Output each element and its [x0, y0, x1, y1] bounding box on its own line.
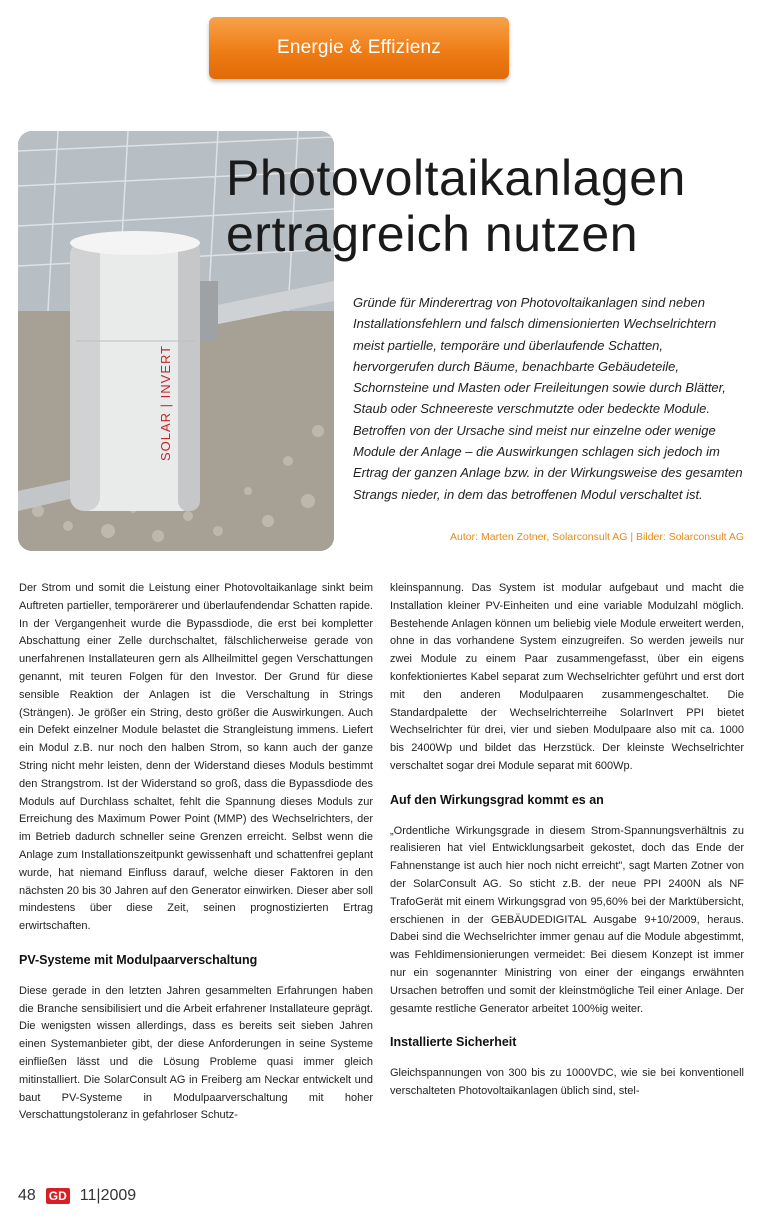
issue-number: 11|2009 — [79, 1187, 137, 1204]
body-column-right — [390, 580, 744, 1101]
lead-paragraph: Gründe für Minderertrag von Photovoltaikanlagen sind neben Installationsfehlern und falsch dimensionierten Wechselrichtern meist partielle, temporäre und überlaufende Schatten, hervorgerufen durch Bäume, benachbarte Gebäudeteile, Schornsteine und Masten oder Freileitungen sowie durch Blätter, Staub oder Schneereste verschmutzte oder bedeckte Module. Betroffen von der Ursache sind meist nur einzelne oder wenige Module der Anlage – die Auswirkungen schlagen sich jedoch im Ertrag der ganzen Anlage bzw. in der Wirkungsweise des gesamten Strangs nieder, in dem das betroffenen Modul verschaltet ist. — [353, 295, 743, 502]
section-tab — [209, 17, 509, 79]
headline-line-2: ertragreich nutzen — [226, 206, 639, 262]
magazine-logo: GD — [46, 1188, 70, 1204]
body-paragraph: Gleichspannungen von 300 bis zu 1000VDC, wie sie bei konventionell verschalteten Photovoltaikanlagen üblich sind, stel- — [390, 1067, 744, 1097]
body-paragraph: Diese gerade in den letzten Jahren gesammelten Erfahrungen haben die Branche sensibilisiert und die Arbeit erfahrener Installateure geprägt. Die wenigsten wissen allerdings, dass es bereits seit sieben Jahren einen Systemanbieter gibt, der diese Anforderungen in seine Systeme einfließen lässt und die Lösung Probleme quasi immer gleich mitinstalliert. Die SolarConsult AG in Freiberg am Neckar entwickelt und baut PV-Systeme in Modulpaarverschaltung mit hoher Verschattungstoleranz in gefahrloser Schutz- — [19, 984, 373, 1122]
author-credit: Autor: Marten Zotner, Solarconsult AG | Bilder: Solarconsult AG — [450, 531, 744, 543]
section-label: Energie & Effizienz — [277, 37, 441, 58]
article-headline — [226, 150, 686, 262]
headline-line-1: Photovoltaikanlagen — [226, 150, 686, 206]
body-paragraph: Der Strom und somit die Leistung einer Photovoltaikanlage sinkt beim Auftreten partieller, temporärerer und überlaufendendar Schatten rapide. In der Vergangenheit wurde die Bypassdiode, die erst bei kompletter Abschattung einer Zelle durchschaltet, fälschlicherweise gerade von unerfahrenen Installateuren gern als Allheilmittel gegen Verschattungen genannt, mit teuren Folgen für den Investor. Der Grund für diese sensible Reaktion der Anlagen ist die Verschaltung in Strings (Strängen). Je größer ein String, desto größer die Auswirkungen. Auch ein Defekt einzelner Module belastet die Strangleistung immens. Liefert ein Modul z.B. nur noch den halben Strom, so kann auch der ganze String nicht mehr leisten, denn der Widerstand dieses Moduls bestimmt den Strangstrom. Ist der Widerstand so groß, dass die Bypassdiode des Moduls auf Durchlass schaltet, fehlt die Spannung dieses Moduls zur Erreichung des Maximum Power Point (MMP) des Wechselrichters, der im Betrieb dadurch schneller seine Grenzen erreicht. Selbst wenn die Anlage zum Installationszeitpunkt gewissenhaft und schattenfrei geplant wurde, hat niemand Einfluss darauf, welche dieser Faktoren in den nächsten 20 bis 30 Jahren auf den Generator einwirken. Dieser aber soll mindestens über diese Zeit, seinen prognostizierten Ertrag erwirtschaften. — [19, 582, 373, 933]
subheading: PV-Systeme mit Modulpaarverschaltung — [19, 952, 258, 967]
subheading: Auf den Wirkungsgrad kommt es an — [390, 792, 604, 807]
body-paragraph: kleinspannung. Das System ist modular aufgebaut und macht die Installation kleiner PV-Einheiten und eine variable Modulzahl möglich. Bestehende Anlagen können um beliebig viele Module erweitert werden, ohne in das vorhandene System einzugreifen. So werden jeweils nur zwei Module zu einem Paar zusammengefasst, über ein eigens konfektioniertes Kabel separat zum Wechselrichter geführt und erst dort mit den anderen Modulpaaren zusammengeschaltet. Die Standardpalette der Wechselrichterreihe SolarInvert PPI bietet Wechselrichter für drei, vier und sieben Modulpaare also mit ca. 1000 bis 2400Wp und bildet das Herzstück. Der kleinste Wechselrichter verschaltet sogar drei Module separat mit 600Wp. — [390, 582, 744, 772]
page-footer — [18, 1187, 136, 1205]
body-column-left — [19, 580, 373, 1125]
subheading: Installierte Sicherheit — [390, 1035, 517, 1050]
page-number: 48 — [18, 1187, 36, 1204]
inverter-brand-text: SOLAR | INVERT — [158, 344, 173, 461]
body-paragraph: „Ordentliche Wirkungsgrade in diesem Strom-Spannungsverhältnis zu realisieren hat viel Entwicklungsarbeit gekostet, doch das Ende der Fahnenstange ist auch hier noch nicht erreicht", sagt Marten Zotner von der SolarConsult AG. So sticht z.B. der neue PPI 2400N als NF TrafoGerät mit einem Wirkungsgrad von 95,60% bei der Marktübersicht, erschienen in der GEBÄUDEDIGITAL Ausgabe 9+10/2009, heraus. Dabei sind die Wechselrichter immer genau auf die Module abgestimmt, was Fehldimensionierungen vermeidet: Bei diesem Konzept ist immer nur ein sogenannter Ministring von einer der eingangs erwähnten Ursachen betroffen und somit der kleinstmögliche Teil einer Anlage. Der gesamte restliche Generator arbeitet 100%ig weiter. — [390, 824, 744, 1015]
